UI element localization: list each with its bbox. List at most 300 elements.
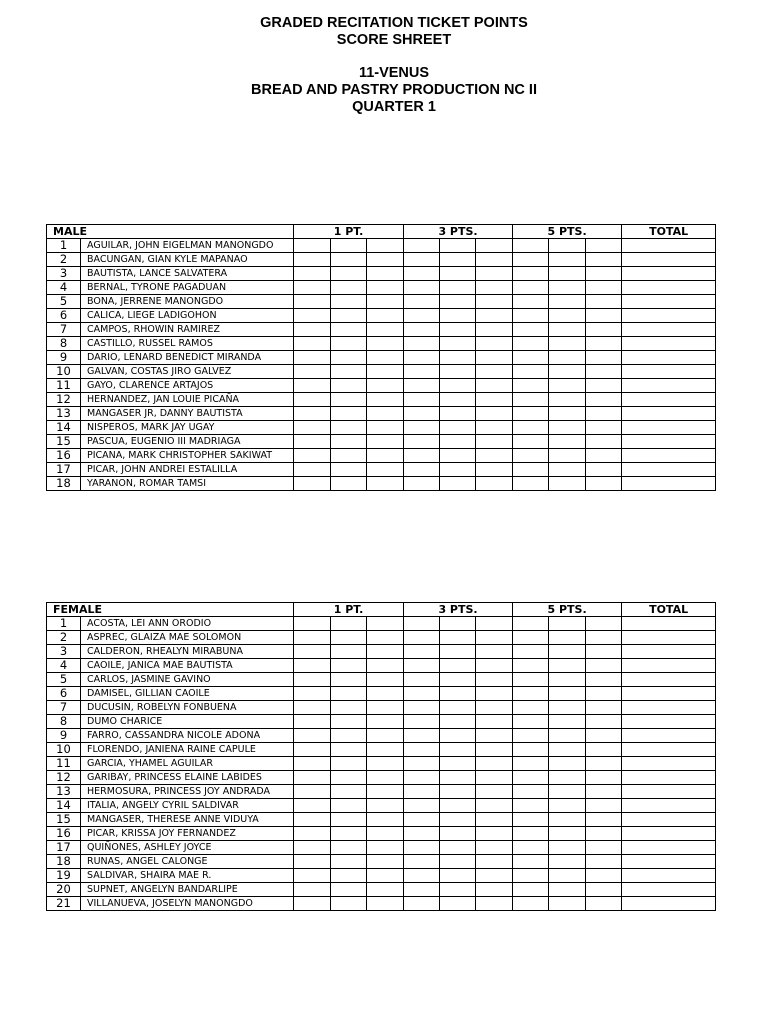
score-cell[interactable] (549, 617, 586, 631)
total-cell[interactable] (622, 673, 716, 687)
score-cell[interactable] (440, 407, 476, 421)
score-cell[interactable] (331, 239, 367, 253)
score-cell[interactable] (586, 351, 622, 365)
score-cell[interactable] (367, 841, 404, 855)
score-cell[interactable] (586, 645, 622, 659)
score-cell[interactable] (294, 701, 331, 715)
score-cell[interactable] (513, 631, 549, 645)
score-cell[interactable] (476, 841, 513, 855)
score-cell[interactable] (549, 393, 586, 407)
score-cell[interactable] (404, 799, 440, 813)
score-cell[interactable] (513, 687, 549, 701)
score-cell[interactable] (294, 477, 331, 491)
score-cell[interactable] (331, 855, 367, 869)
score-cell[interactable] (404, 351, 440, 365)
score-cell[interactable] (367, 435, 404, 449)
score-cell[interactable] (513, 869, 549, 883)
total-cell[interactable] (622, 799, 716, 813)
score-cell[interactable] (513, 659, 549, 673)
score-cell[interactable] (586, 253, 622, 267)
total-cell[interactable] (622, 757, 716, 771)
score-cell[interactable] (294, 617, 331, 631)
score-cell[interactable] (549, 841, 586, 855)
score-cell[interactable] (549, 687, 586, 701)
score-cell[interactable] (476, 267, 513, 281)
score-cell[interactable] (549, 365, 586, 379)
total-cell[interactable] (622, 841, 716, 855)
score-cell[interactable] (440, 351, 476, 365)
score-cell[interactable] (331, 897, 367, 911)
score-cell[interactable] (404, 631, 440, 645)
score-cell[interactable] (440, 897, 476, 911)
score-cell[interactable] (331, 379, 367, 393)
score-cell[interactable] (367, 337, 404, 351)
score-cell[interactable] (513, 463, 549, 477)
score-cell[interactable] (440, 855, 476, 869)
score-cell[interactable] (294, 729, 331, 743)
score-cell[interactable] (404, 883, 440, 897)
score-cell[interactable] (549, 351, 586, 365)
score-cell[interactable] (440, 659, 476, 673)
score-cell[interactable] (404, 309, 440, 323)
score-cell[interactable] (440, 785, 476, 799)
score-cell[interactable] (586, 323, 622, 337)
score-cell[interactable] (549, 631, 586, 645)
score-cell[interactable] (404, 813, 440, 827)
score-cell[interactable] (367, 869, 404, 883)
score-cell[interactable] (294, 449, 331, 463)
score-cell[interactable] (513, 883, 549, 897)
score-cell[interactable] (440, 463, 476, 477)
score-cell[interactable] (331, 701, 367, 715)
score-cell[interactable] (367, 379, 404, 393)
score-cell[interactable] (513, 239, 549, 253)
score-cell[interactable] (404, 673, 440, 687)
total-cell[interactable] (622, 785, 716, 799)
score-cell[interactable] (476, 827, 513, 841)
score-cell[interactable] (367, 281, 404, 295)
score-cell[interactable] (476, 253, 513, 267)
score-cell[interactable] (331, 883, 367, 897)
total-cell[interactable] (622, 281, 716, 295)
score-cell[interactable] (549, 435, 586, 449)
score-cell[interactable] (440, 281, 476, 295)
score-cell[interactable] (513, 253, 549, 267)
score-cell[interactable] (404, 435, 440, 449)
score-cell[interactable] (367, 757, 404, 771)
score-cell[interactable] (549, 463, 586, 477)
score-cell[interactable] (549, 309, 586, 323)
score-cell[interactable] (367, 673, 404, 687)
score-cell[interactable] (440, 393, 476, 407)
total-cell[interactable] (622, 323, 716, 337)
score-cell[interactable] (549, 659, 586, 673)
score-cell[interactable] (549, 379, 586, 393)
score-cell[interactable] (586, 463, 622, 477)
total-cell[interactable] (622, 617, 716, 631)
score-cell[interactable] (294, 295, 331, 309)
score-cell[interactable] (294, 253, 331, 267)
score-cell[interactable] (476, 743, 513, 757)
score-cell[interactable] (367, 253, 404, 267)
score-cell[interactable] (549, 897, 586, 911)
score-cell[interactable] (404, 337, 440, 351)
total-cell[interactable] (622, 827, 716, 841)
score-cell[interactable] (331, 267, 367, 281)
score-cell[interactable] (331, 757, 367, 771)
score-cell[interactable] (367, 897, 404, 911)
score-cell[interactable] (476, 477, 513, 491)
score-cell[interactable] (513, 365, 549, 379)
score-cell[interactable] (404, 855, 440, 869)
score-cell[interactable] (294, 799, 331, 813)
score-cell[interactable] (513, 771, 549, 785)
score-cell[interactable] (440, 253, 476, 267)
score-cell[interactable] (549, 267, 586, 281)
score-cell[interactable] (294, 757, 331, 771)
total-cell[interactable] (622, 883, 716, 897)
score-cell[interactable] (549, 407, 586, 421)
score-cell[interactable] (440, 757, 476, 771)
total-cell[interactable] (622, 771, 716, 785)
score-cell[interactable] (331, 785, 367, 799)
score-cell[interactable] (440, 715, 476, 729)
score-cell[interactable] (513, 309, 549, 323)
score-cell[interactable] (513, 267, 549, 281)
score-cell[interactable] (404, 771, 440, 785)
score-cell[interactable] (549, 477, 586, 491)
score-cell[interactable] (294, 771, 331, 785)
score-cell[interactable] (549, 673, 586, 687)
score-cell[interactable] (367, 701, 404, 715)
score-cell[interactable] (476, 855, 513, 869)
score-cell[interactable] (440, 645, 476, 659)
score-cell[interactable] (513, 701, 549, 715)
score-cell[interactable] (404, 463, 440, 477)
score-cell[interactable] (476, 645, 513, 659)
score-cell[interactable] (440, 337, 476, 351)
total-cell[interactable] (622, 295, 716, 309)
score-cell[interactable] (476, 281, 513, 295)
total-cell[interactable] (622, 631, 716, 645)
score-cell[interactable] (440, 477, 476, 491)
score-cell[interactable] (513, 617, 549, 631)
score-cell[interactable] (331, 617, 367, 631)
score-cell[interactable] (404, 253, 440, 267)
score-cell[interactable] (586, 631, 622, 645)
score-cell[interactable] (586, 701, 622, 715)
score-cell[interactable] (294, 351, 331, 365)
score-cell[interactable] (440, 729, 476, 743)
score-cell[interactable] (294, 715, 331, 729)
score-cell[interactable] (513, 743, 549, 757)
score-cell[interactable] (331, 687, 367, 701)
score-cell[interactable] (476, 435, 513, 449)
score-cell[interactable] (586, 407, 622, 421)
score-cell[interactable] (476, 337, 513, 351)
total-cell[interactable] (622, 351, 716, 365)
score-cell[interactable] (404, 239, 440, 253)
score-cell[interactable] (549, 239, 586, 253)
score-cell[interactable] (586, 855, 622, 869)
score-cell[interactable] (476, 771, 513, 785)
score-cell[interactable] (367, 393, 404, 407)
score-cell[interactable] (331, 729, 367, 743)
score-cell[interactable] (513, 477, 549, 491)
score-cell[interactable] (367, 883, 404, 897)
score-cell[interactable] (294, 421, 331, 435)
score-cell[interactable] (586, 743, 622, 757)
score-cell[interactable] (586, 827, 622, 841)
score-cell[interactable] (440, 617, 476, 631)
score-cell[interactable] (404, 407, 440, 421)
score-cell[interactable] (404, 617, 440, 631)
score-cell[interactable] (331, 477, 367, 491)
score-cell[interactable] (331, 869, 367, 883)
score-cell[interactable] (367, 309, 404, 323)
score-cell[interactable] (404, 729, 440, 743)
score-cell[interactable] (476, 379, 513, 393)
score-cell[interactable] (549, 757, 586, 771)
score-cell[interactable] (367, 813, 404, 827)
score-cell[interactable] (294, 673, 331, 687)
score-cell[interactable] (440, 827, 476, 841)
score-cell[interactable] (476, 631, 513, 645)
total-cell[interactable] (622, 449, 716, 463)
score-cell[interactable] (513, 645, 549, 659)
total-cell[interactable] (622, 659, 716, 673)
score-cell[interactable] (586, 841, 622, 855)
score-cell[interactable] (476, 239, 513, 253)
score-cell[interactable] (367, 631, 404, 645)
score-cell[interactable] (549, 883, 586, 897)
total-cell[interactable] (622, 743, 716, 757)
score-cell[interactable] (404, 785, 440, 799)
score-cell[interactable] (549, 645, 586, 659)
score-cell[interactable] (440, 449, 476, 463)
total-cell[interactable] (622, 393, 716, 407)
score-cell[interactable] (440, 295, 476, 309)
score-cell[interactable] (549, 253, 586, 267)
score-cell[interactable] (513, 729, 549, 743)
score-cell[interactable] (586, 715, 622, 729)
score-cell[interactable] (331, 435, 367, 449)
score-cell[interactable] (476, 393, 513, 407)
score-cell[interactable] (294, 267, 331, 281)
score-cell[interactable] (294, 309, 331, 323)
score-cell[interactable] (476, 813, 513, 827)
score-cell[interactable] (404, 701, 440, 715)
score-cell[interactable] (440, 883, 476, 897)
score-cell[interactable] (440, 869, 476, 883)
score-cell[interactable] (331, 449, 367, 463)
score-cell[interactable] (513, 379, 549, 393)
score-cell[interactable] (440, 267, 476, 281)
score-cell[interactable] (404, 449, 440, 463)
score-cell[interactable] (331, 281, 367, 295)
score-cell[interactable] (440, 771, 476, 785)
score-cell[interactable] (404, 757, 440, 771)
score-cell[interactable] (367, 771, 404, 785)
score-cell[interactable] (331, 309, 367, 323)
score-cell[interactable] (440, 309, 476, 323)
score-cell[interactable] (513, 393, 549, 407)
score-cell[interactable] (331, 743, 367, 757)
score-cell[interactable] (294, 659, 331, 673)
score-cell[interactable] (331, 463, 367, 477)
score-cell[interactable] (331, 365, 367, 379)
score-cell[interactable] (549, 785, 586, 799)
score-cell[interactable] (331, 295, 367, 309)
score-cell[interactable] (440, 435, 476, 449)
score-cell[interactable] (586, 267, 622, 281)
score-cell[interactable] (404, 869, 440, 883)
score-cell[interactable] (404, 267, 440, 281)
score-cell[interactable] (404, 743, 440, 757)
score-cell[interactable] (513, 449, 549, 463)
score-cell[interactable] (404, 281, 440, 295)
score-cell[interactable] (586, 883, 622, 897)
score-cell[interactable] (549, 281, 586, 295)
score-cell[interactable] (549, 337, 586, 351)
score-cell[interactable] (294, 631, 331, 645)
score-cell[interactable] (294, 687, 331, 701)
score-cell[interactable] (440, 421, 476, 435)
score-cell[interactable] (476, 421, 513, 435)
score-cell[interactable] (586, 799, 622, 813)
score-cell[interactable] (404, 827, 440, 841)
score-cell[interactable] (586, 295, 622, 309)
score-cell[interactable] (476, 757, 513, 771)
score-cell[interactable] (549, 701, 586, 715)
score-cell[interactable] (440, 687, 476, 701)
score-cell[interactable] (476, 463, 513, 477)
score-cell[interactable] (440, 673, 476, 687)
score-cell[interactable] (404, 645, 440, 659)
total-cell[interactable] (622, 253, 716, 267)
score-cell[interactable] (367, 323, 404, 337)
score-cell[interactable] (294, 743, 331, 757)
score-cell[interactable] (367, 421, 404, 435)
score-cell[interactable] (367, 351, 404, 365)
score-cell[interactable] (404, 477, 440, 491)
score-cell[interactable] (476, 295, 513, 309)
score-cell[interactable] (331, 673, 367, 687)
score-cell[interactable] (513, 435, 549, 449)
score-cell[interactable] (440, 743, 476, 757)
score-cell[interactable] (513, 785, 549, 799)
score-cell[interactable] (513, 407, 549, 421)
score-cell[interactable] (513, 323, 549, 337)
score-cell[interactable] (331, 407, 367, 421)
score-cell[interactable] (586, 659, 622, 673)
score-cell[interactable] (476, 351, 513, 365)
score-cell[interactable] (513, 827, 549, 841)
score-cell[interactable] (549, 715, 586, 729)
total-cell[interactable] (622, 463, 716, 477)
total-cell[interactable] (622, 855, 716, 869)
score-cell[interactable] (404, 421, 440, 435)
score-cell[interactable] (404, 323, 440, 337)
score-cell[interactable] (367, 827, 404, 841)
score-cell[interactable] (476, 407, 513, 421)
total-cell[interactable] (622, 687, 716, 701)
total-cell[interactable] (622, 729, 716, 743)
total-cell[interactable] (622, 869, 716, 883)
score-cell[interactable] (476, 323, 513, 337)
score-cell[interactable] (331, 253, 367, 267)
score-cell[interactable] (586, 897, 622, 911)
score-cell[interactable] (586, 435, 622, 449)
score-cell[interactable] (586, 813, 622, 827)
score-cell[interactable] (586, 785, 622, 799)
score-cell[interactable] (513, 295, 549, 309)
score-cell[interactable] (367, 743, 404, 757)
score-cell[interactable] (440, 379, 476, 393)
score-cell[interactable] (440, 631, 476, 645)
score-cell[interactable] (294, 463, 331, 477)
score-cell[interactable] (404, 897, 440, 911)
score-cell[interactable] (586, 379, 622, 393)
score-cell[interactable] (586, 239, 622, 253)
score-cell[interactable] (294, 841, 331, 855)
score-cell[interactable] (367, 407, 404, 421)
total-cell[interactable] (622, 813, 716, 827)
score-cell[interactable] (331, 715, 367, 729)
score-cell[interactable] (367, 239, 404, 253)
score-cell[interactable] (476, 715, 513, 729)
total-cell[interactable] (622, 365, 716, 379)
total-cell[interactable] (622, 407, 716, 421)
score-cell[interactable] (476, 785, 513, 799)
score-cell[interactable] (294, 645, 331, 659)
score-cell[interactable] (476, 883, 513, 897)
score-cell[interactable] (367, 477, 404, 491)
total-cell[interactable] (622, 645, 716, 659)
score-cell[interactable] (294, 855, 331, 869)
total-cell[interactable] (622, 337, 716, 351)
score-cell[interactable] (404, 393, 440, 407)
score-cell[interactable] (586, 869, 622, 883)
score-cell[interactable] (294, 393, 331, 407)
score-cell[interactable] (404, 365, 440, 379)
score-cell[interactable] (440, 365, 476, 379)
score-cell[interactable] (586, 393, 622, 407)
score-cell[interactable] (331, 323, 367, 337)
score-cell[interactable] (586, 771, 622, 785)
score-cell[interactable] (404, 295, 440, 309)
score-cell[interactable] (476, 729, 513, 743)
score-cell[interactable] (513, 715, 549, 729)
score-cell[interactable] (513, 799, 549, 813)
score-cell[interactable] (331, 645, 367, 659)
score-cell[interactable] (367, 799, 404, 813)
score-cell[interactable] (331, 827, 367, 841)
score-cell[interactable] (367, 659, 404, 673)
score-cell[interactable] (549, 449, 586, 463)
total-cell[interactable] (622, 435, 716, 449)
score-cell[interactable] (476, 365, 513, 379)
score-cell[interactable] (549, 295, 586, 309)
score-cell[interactable] (294, 869, 331, 883)
total-cell[interactable] (622, 897, 716, 911)
score-cell[interactable] (331, 841, 367, 855)
score-cell[interactable] (549, 729, 586, 743)
total-cell[interactable] (622, 267, 716, 281)
total-cell[interactable] (622, 421, 716, 435)
score-cell[interactable] (586, 617, 622, 631)
score-cell[interactable] (586, 477, 622, 491)
